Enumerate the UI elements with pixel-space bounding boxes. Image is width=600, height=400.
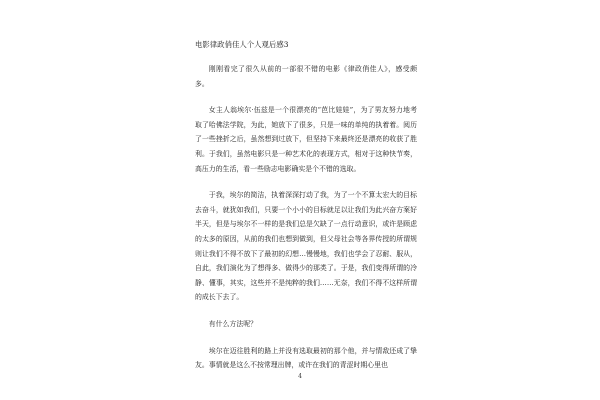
paragraph-3: 于我，埃尔的简洁，执着深深打动了我，为了一个不算太宏大的目标去奋斗，就犹如我们，只要一个小小的目标就足以让我们为此兴奋方案好半天，但是与埃尔不一样的是我们总是欠缺了一点行动意识，或许是顾虑的太多的原因，从前的我们也想到做到，但父母社会等各界传授的所谓规则让我们不得不放下了最初的幻想…慢慢地，我们也学会了忍耐、服从，自此，我们演化为了想得多、做得少的那类了。于是，我们变得所谓的冷静、懂事，其实，这些并不是纯粹的我们……无奈，我们不得不这样所谓的成长下去了。 (195, 191, 417, 302)
paragraph-1: 刚刚看完了很久从前的一部很不错的电影《律政俏佳人》，感受颇多。 (195, 65, 417, 88)
document-body (195, 40, 417, 385)
paragraph-5: 埃尔在迈往胜利的路上并没有选取最初的那个他，并与情敌还成了挚友。事情就是这么不按常理出牌，或许在我们的青涩时期心里也 (195, 346, 417, 370)
page-number: 4 (298, 373, 302, 380)
paragraph-4: 有什么方法呢？ (208, 319, 258, 328)
document-title: 电影律政俏佳人个人观后感3 (195, 40, 289, 49)
paragraph-2: 女主人翁埃尔·伍兹是一个很漂亮的“芭比娃娃”，为了男友努力地考取了哈佛法学院，为此，她放下了很多，只是一味的单纯的执着着。阅历了一些挫折之后，虽然想到过放下，但坚持下来最终还是漂亮的收获了胜利。于我们，虽然电影只是一种艺术化的表现方式，相对于这种快节奏，高压力的生活，看一些励志电影确实是个不错的选取。 (195, 106, 417, 173)
